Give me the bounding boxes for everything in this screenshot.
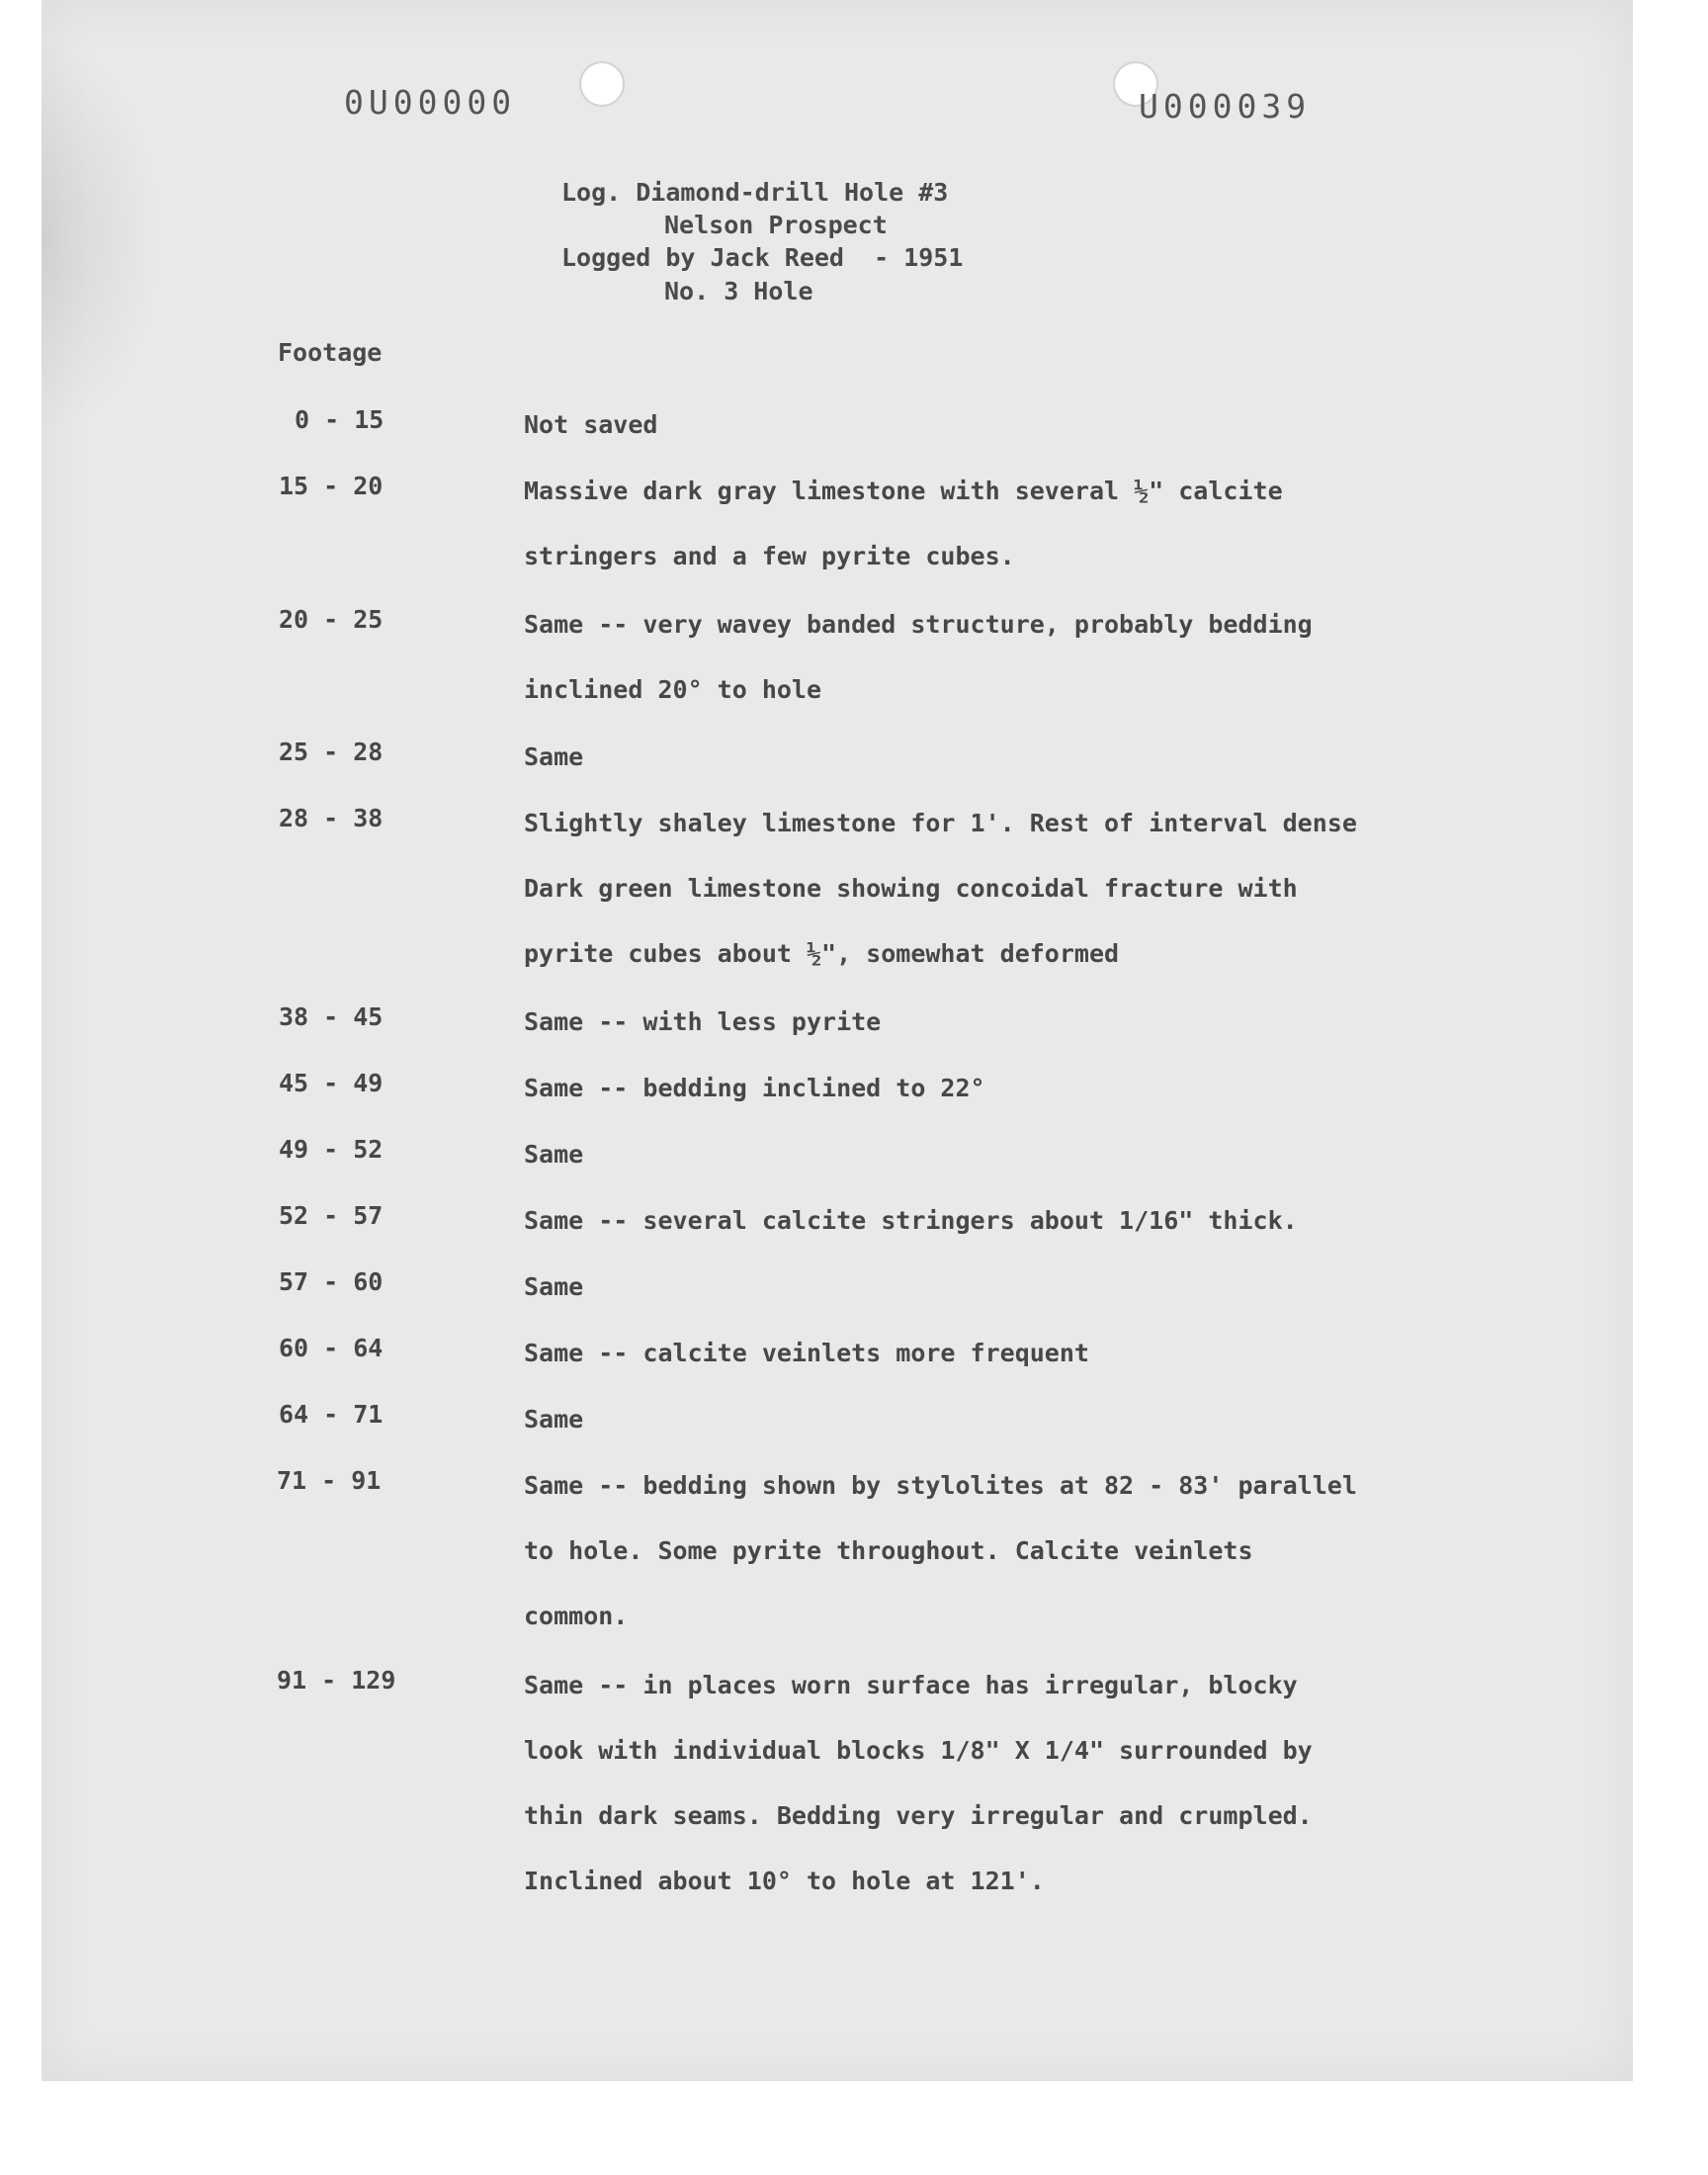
entry-description: Same (524, 1272, 584, 1301)
entry-description: Same -- with less pyrite (524, 1007, 882, 1036)
entry-description: Same -- in places worn surface has irregular, blocky look with individual blocks 1/8" X 1/4" surrounded by thin dark seams. Bedding very irregular and crumpled. Inclined about 10° to hole at 121'. (524, 1671, 1313, 1895)
logged-by: Logged by Jack Reed - 1951 (561, 243, 964, 272)
entry-footage: 91 - 129 (277, 1666, 396, 1695)
entry-footage: 64 - 71 (279, 1400, 384, 1429)
entry-footage: 25 - 28 (279, 738, 384, 766)
entry-description: Same (524, 1405, 584, 1434)
entry-footage: 71 - 91 (277, 1466, 382, 1495)
document-number-left: 0U00000 (344, 83, 517, 122)
prospect-name: Nelson Prospect (664, 211, 888, 239)
entry-description: Not saved (524, 410, 658, 439)
page-shading (42, 40, 160, 435)
entry-footage: 45 - 49 (279, 1069, 384, 1097)
entry-footage: 60 - 64 (279, 1334, 384, 1362)
entry-description: Same (524, 742, 584, 771)
footage-column-heading: Footage (278, 338, 383, 367)
entry-footage: 57 - 60 (279, 1267, 384, 1296)
entry-footage: 28 - 38 (279, 804, 384, 832)
entry-description: Same -- calcite veinlets more frequent (524, 1339, 1089, 1367)
entry-description: Same (524, 1140, 584, 1169)
document-number-right: U000039 (1139, 87, 1312, 126)
entry-footage: 15 - 20 (279, 472, 384, 500)
log-title: Log. Diamond-drill Hole #3 (561, 178, 949, 207)
entry-description: Same -- very wavey banded structure, probably bedding inclined 20° to hole (524, 610, 1313, 704)
entry-footage: 52 - 57 (279, 1201, 384, 1230)
entry-description: Same -- several calcite stringers about 1/16" thick. (524, 1206, 1298, 1235)
entry-description: Massive dark gray limestone with several ½" calcite stringers and a few pyrite cubes. (524, 477, 1283, 570)
entry-footage: 38 - 45 (279, 1002, 384, 1031)
entry-description: Slightly shaley limestone for 1'. Rest of interval dense Dark green limestone showing concoidal fracture with pyrite cubes about ½", somewhat deformed (524, 809, 1357, 968)
entry-description: Same -- bedding shown by stylolites at 82 - 83' parallel to hole. Some pyrite throughout. Calcite veinlets common. (524, 1471, 1357, 1630)
entry-footage: 0 - 15 (295, 405, 384, 434)
entry-description: Same -- bedding inclined to 22° (524, 1074, 985, 1102)
punch-hole-left (581, 63, 623, 105)
entry-footage: 49 - 52 (279, 1135, 384, 1164)
entry-footage: 20 - 25 (279, 605, 384, 634)
hole-number: No. 3 Hole (664, 277, 813, 305)
